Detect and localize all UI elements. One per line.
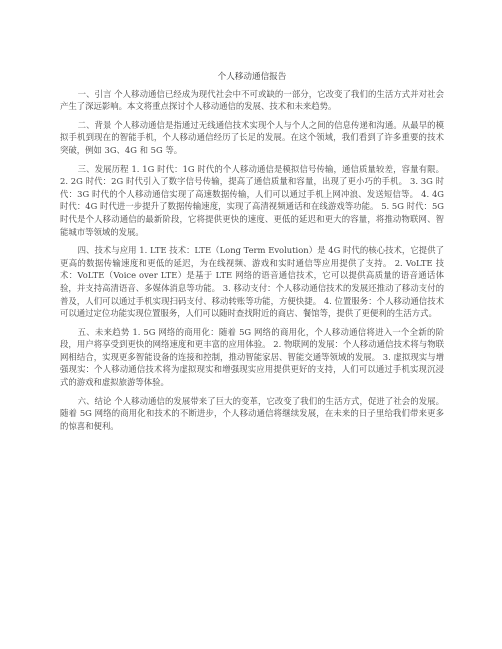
- document-body: [60, 71, 444, 438]
- document-title: 个人移动通信报告: [217, 72, 287, 82]
- section-background: 二、背景 个人移动通信是指通过无线通信技术实现个人与个人之间的信息传递和沟通。从最早的模拟手机到现在的智能手机，个人移动通信经历了长足的发展。在这个领域，我们看到了许多重要的技术突破，例如 3G、4G 和 5G 等。: [60, 119, 444, 155]
- section-future-trends: 五、未来趋势 1. 5G 网络的商用化：随着 5G 网络的商用化，个人移动通信将进入一个全新的阶段，用户将享受到更快的网络速度和更丰富的应用体验。 2. 物联网的发展：个人移动通信技术将与物联网相结合，实现更多智能设备的连接和控制，推动智能家居、智能交通等领域的发展。 3. 虚拟现实与增强现实：个人移动通信技术将为虚拟现实和增强现实应用提供更好的支持，人们可以通过手机实现沉浸式的游戏和虚拟旅游等体验。: [60, 326, 444, 388]
- section-conclusion: 六、结论 个人移动通信的发展带来了巨大的变革，它改变了我们的生活方式，促进了社会的发展。随着 5G 网络的商用化和技术的不断进步，个人移动通信将继续发展，在未来的日子里给我们带来更多的惊喜和便利。: [60, 395, 444, 431]
- section-introduction: 一、引言 个人移动通信已经成为现代社会中不可或缺的一部分，它改变了我们的生活方式并对社会产生了深远影响。本文将重点探讨个人移动通信的发展、技术和未来趋势。: [60, 88, 444, 112]
- section-technology: 四、技术与应用 1. LTE 技术：LTE（Long Term Evolution）是 4G 时代的核心技术，它提供了更高的数据传输速度和更低的延迟，为在线视频、游戏和实时通信等应用提供了支持。 2. VoLTE 技术：VoLTE（Voice over LTE）是基于 LTE 网络的语音通信技术，它可以提供高质量的语音通话体验，并支持高清语音、多媒体消息等功能。 3. 移动支付：个人移动通信技术的发展还推动了移动支付的普及，人们可以通过手机实现扫码支付、移动转账等功能，方便快捷。 4. 位置服务：个人移动通信技术可以通过定位功能实现位置服务，人们可以随时查找附近的商店、餐馆等，提供了更便利的生活方式。: [60, 245, 444, 319]
- section-history: 三、发展历程 1. 1G 时代：1G 时代的个人移动通信是模拟信号传输，通信质量较差，容量有限。 2. 2G 时代：2G 时代引入了数字信号传输，提高了通信质量和容量，出现了更小巧的手机。 3. 3G 时代：3G 时代的个人移动通信实现了高速数据传输，人们可以通过手机上网冲浪、发送短信等。 4. 4G 时代：4G 时代进一步提升了数据传输速度，实现了高清视频通话和在线游戏等功能。 5. 5G 时代：5G 时代是个人移动通信的最新阶段，它将提供更快的速度、更低的延迟和更大的容量，将推动物联网、智能城市等领域的发展。: [60, 163, 444, 237]
